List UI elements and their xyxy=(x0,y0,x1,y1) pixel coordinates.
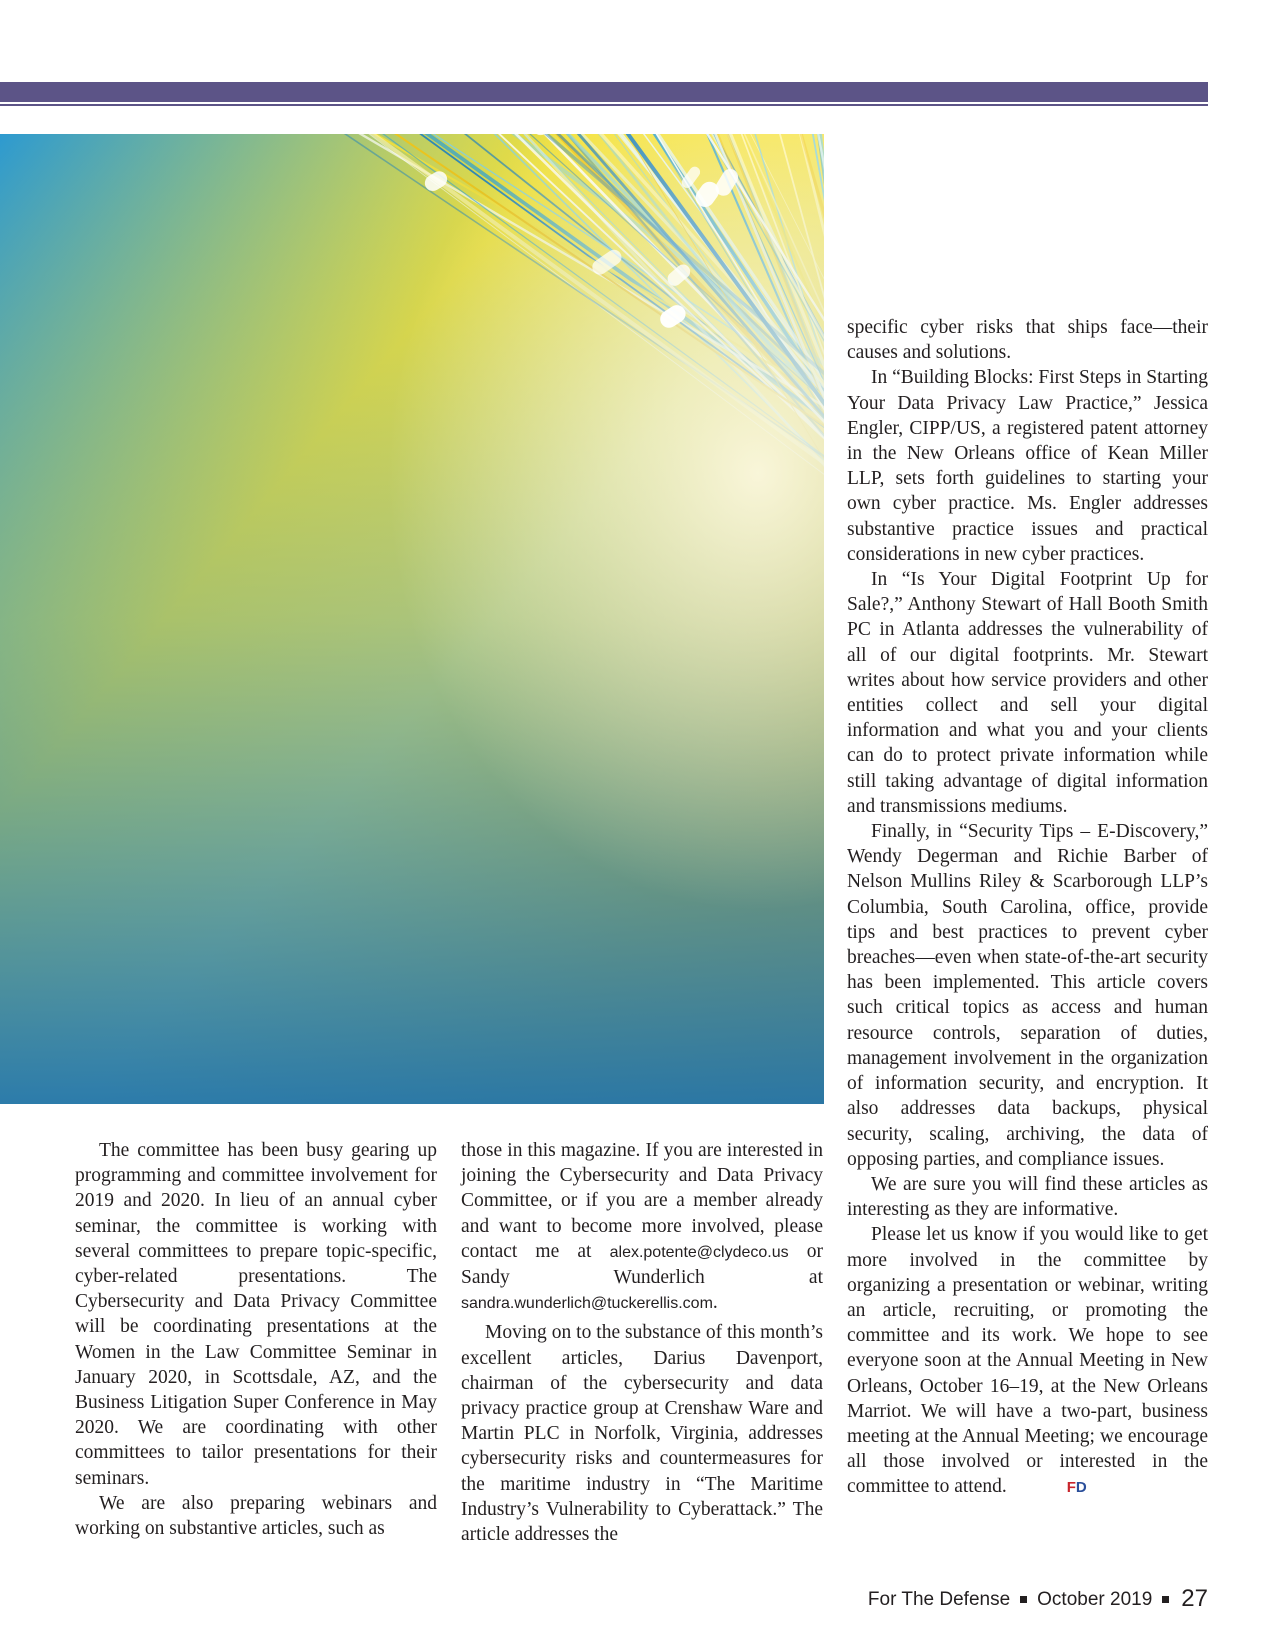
footer-separator xyxy=(1020,1596,1027,1603)
column-2 xyxy=(461,1138,823,1547)
paragraph: specific cyber risks that ships face—their causes and solutions. xyxy=(847,317,1208,364)
paragraph-text: Please let us know if you would like to get more involved in the committee by organizing a presentation or webinar, writing an article, recruiting, or promoting the committee and its work. We hope to see everyone soon at the Annual Meeting in New Orleans, October 16–19, at the New Orleans Marriot. We will have a two-part, business meeting at the Annual Meeting; we encourage all those involved or interested in the committee to attend. xyxy=(847,1224,1208,1498)
header-rule xyxy=(0,104,1208,106)
publication-name: For The Defense xyxy=(867,1589,1011,1610)
hero-image xyxy=(0,134,824,1104)
paragraph-text: . xyxy=(712,1292,718,1314)
paragraph: In “Is Your Digital Footprint Up for Sale?,” Anthony Stewart of Hall Booth Smith PC in Atlanta addresses the vulnerability of all of our digital footprints. Mr. Stewart writes about how service providers and other entities collect and sell your digital information and what you and your clients can do to protect private information while still taking advantage of digital information and transmissions mediums. xyxy=(847,569,1208,817)
page-number: 27 xyxy=(1181,1585,1208,1612)
paragraph: In “Building Blocks: First Steps in Starting Your Data Privacy Law Practice,” Jessica Engler, CIPP/US, a registered patent attorney in the New Orleans office of Kean Miller LLP, sets forth guidelines to starting your own cyber practice. Ms. Engler addresses substantive practice issues and practical considerations in new cyber practices. xyxy=(847,367,1208,565)
header-color-bar xyxy=(0,82,1208,102)
footer-separator xyxy=(1162,1596,1169,1603)
end-of-article-mark: FD xyxy=(1066,1479,1087,1497)
email-link[interactable]: alex.potente@clydeco.us xyxy=(609,1243,789,1261)
paragraph: We are sure you will find these articles as interesting as they are informative. xyxy=(847,1173,1208,1221)
issue-date: October 2019 xyxy=(1037,1589,1153,1610)
paragraph: The committee has been busy gearing up programming and committee involvement for 2019 and 2020. In lieu of an annual cyber seminar, the committee is working with several committees to prepare topic-specific, cyber-related presentations. The Cybersecurity and Data Privacy Committee will be coordinating presentations at the Women in the Law Committee Seminar in January 2020, in Scottsdale, AZ, and the Business Litigation Super Conference in May 2020. We are coordinating with other committees to tailor presentations for their seminars. xyxy=(75,1140,437,1489)
paragraph: Moving on to the substance of this month’s excellent articles, Darius Davenport, chairman of the cybersecurity and data privacy practice group at Crenshaw Ware and Martin PLC in Norfolk, Virginia, addresses cybersecurity risks and countermeasures for the maritime industry in “The Maritime Industry’s Vulnerability to Cyberattack.” The article addresses the xyxy=(461,1322,823,1546)
paragraph-text: those in this magazine. If you are interested in joining the Cybersecurity and Data Privacy Committee, or if you are a member already and want to become more involved, please contact me at xyxy=(461,1140,823,1262)
paragraph: Finally, in “Security Tips – E-Discovery,” Wendy Degerman and Richie Barber of Nelson Mullins Riley & Scarborough LLP’s Columbia, South Carolina, office, provide tips and best practices to prevent cyber breaches—even when state-of-the-art security has been implemented. This article covers such critical topics as access and human resource controls, separation of duties, management involvement in the organization of information security, and encryption. It also addresses data backups, physical security, scaling, archiving, the data of opposing parties, and compliance issues. xyxy=(847,821,1208,1170)
paragraph xyxy=(461,1138,823,1316)
paragraph: We are also preparing webinars and working on substantive articles, such as xyxy=(75,1492,437,1540)
paragraph xyxy=(847,1222,1208,1500)
column-3 xyxy=(847,315,1208,1501)
column-1 xyxy=(75,1138,437,1541)
paragraph-text: or Sandy Wunderlich at xyxy=(461,1240,824,1289)
light-streaks-illustration xyxy=(0,134,824,1104)
email-link[interactable]: sandra.wunderlich@tuckerellis.com xyxy=(461,1295,713,1313)
page-footer xyxy=(868,1585,1208,1613)
